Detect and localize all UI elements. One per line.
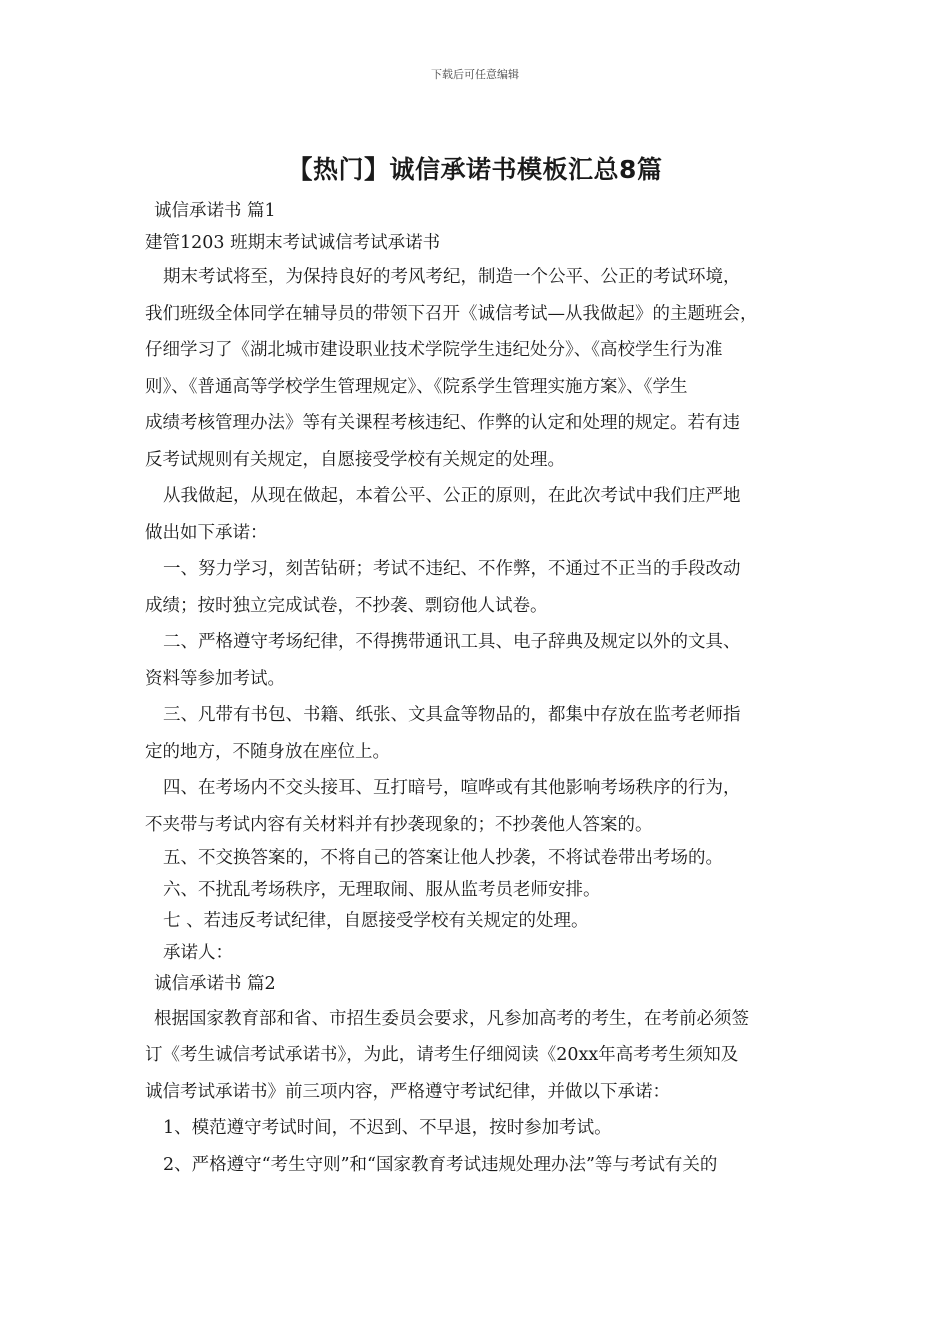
text-line: 定的地方，不随身放在座位上。: [145, 741, 390, 762]
text-line: 不夹带与考试内容有关材料并有抄袭现象的；不抄袭他人答案的。: [145, 814, 653, 835]
text-line: 二、严格遵守考场纪律，不得携带通讯工具、电子辞典及规定以外的文具、: [163, 632, 741, 652]
text-line: 反考试规则有关规定，自愿接受学校有关规定的处理。: [145, 449, 565, 470]
text-line: 仔细学习了《湖北城市建设职业技术学院学生违纪处分》、《高校学生行为准: [145, 340, 723, 360]
text-line: 2、严格遵守“考生守则”和“国家教育考试违规处理办法”等与考试有关的: [163, 1154, 718, 1175]
text-line: 根据国家教育部和省、市招生委员会要求，凡参加高考的考生，在考前必须签: [154, 1008, 749, 1029]
text-line: 我们班级全体同学在辅导员的带领下召开《诚信考试—从我做起》的主题班会，: [145, 303, 758, 324]
text-line: 成绩；按时独立完成试卷，不抄袭、剽窃他人试卷。: [145, 595, 548, 616]
text-line: 做出如下承诺：: [145, 522, 268, 543]
text-line: 建管1203 班期末考试诚信考试承诺书: [145, 232, 441, 253]
text-line: 诚信考试承诺书》前三项内容，严格遵守考试纪律，并做以下承诺：: [145, 1081, 670, 1102]
text-line: 一、努力学习，刻苦钻研；考试不违纪、不作弊，不通过不正当的手段改动: [163, 559, 741, 579]
text-line: 诚信承诺书 篇1: [154, 201, 276, 221]
text-line: 诚信承诺书 篇2: [154, 974, 276, 994]
text-line: 成绩考核管理办法》等有关课程考核违纪、作弊的认定和处理的规定。若有违: [145, 413, 740, 433]
text-line: 三、凡带有书包、书籍、纸张、文具盒等物品的，都集中存放在监考老师指: [163, 705, 741, 725]
text-line: 则》、《普通高等学校学生管理规定》、《院系学生管理实施方案》、《学生: [145, 376, 688, 397]
text-line: 承诺人：: [163, 942, 233, 963]
text-line: 七 、若违反考试纪律，自愿接受学校有关规定的处理。: [163, 911, 589, 931]
document-title: 【热门】诚信承诺书模板汇总8篇: [287, 155, 663, 184]
text-line: 从我做起，从现在做起，本着公平、公正的原则，在此次考试中我们庄严地: [163, 486, 741, 506]
text-line: 订《考生诚信考试承诺书》，为此，请考生仔细阅读《20xx年高考考生须知及: [145, 1045, 739, 1065]
header-note: 下载后可任意编辑: [431, 68, 519, 81]
text-line: 期末考试将至，为保持良好的考风考纪，制造一个公平、公正的考试环境，: [163, 267, 741, 287]
text-line: 1、模范遵守考试时间，不迟到、不早退，按时参加考试。: [163, 1118, 612, 1138]
text-line: 四、在考场内不交头接耳、互打暗号，喧哗或有其他影响考场秩序的行为，: [163, 778, 741, 798]
text-line: 资料等参加考试。: [145, 668, 285, 689]
text-line: 六、不扰乱考场秩序，无理取闹、服从监考员老师安排。: [163, 879, 601, 900]
document-body: [145, 196, 817, 1183]
text-line: 五、不交换答案的，不将自己的答案让他人抄袭，不将试卷带出考场的。: [163, 848, 723, 868]
